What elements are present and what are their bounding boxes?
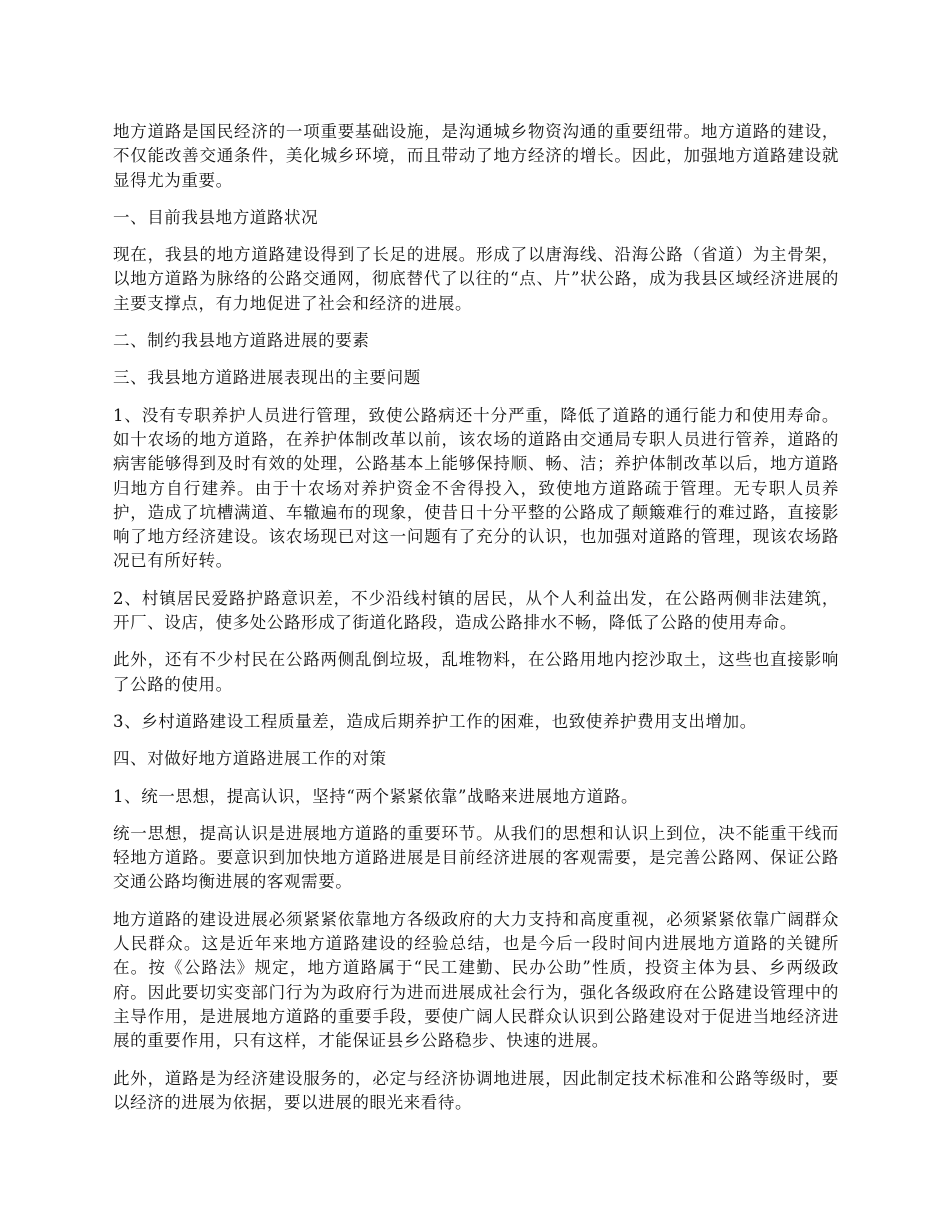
document-body	[113, 120, 839, 1128]
problem-paragraph-2: 2、村镇居民爱路护路意识差，不少沿线村镇的居民，从个人利益出发，在公路两侧非法建筑，开厂、设店，使多处公路形成了街道化路段，造成公路排水不畅，降低了公路的使用寿命。	[113, 588, 839, 633]
status-paragraph: 现在，我县的地方道路建设得到了长足的进展。形成了以唐海线、沿海公路（省道）为主骨架，以地方道路为脉络的公路交通网，彻底替代了以往的“点、片”状公路，成为我县区域经济进展的主要支撑点，有力地促进了社会和经济的进展。	[113, 245, 839, 313]
section-heading-problems: 三、我县地方道路进展表现出的主要问题	[113, 368, 421, 388]
section-heading-current-status: 一、目前我县地方道路状况	[113, 207, 319, 227]
countermeasure-paragraph-3: 地方道路的建设进展必须紧紧依靠地方各级政府的大力支持和高度重视，必须紧紧依靠广阔群众人民群众。这是近年来地方道路建设的经验总结，也是今后一段时间内进展地方道路的关键所在。按《公路法》规定，地方道路属于“民工建勤、民办公助”性质，投资主体为县、乡两级政府。因此要切实变部门行为为政府行为进而进展成社会行为，强化各级政府在公路建设管理中的主导作用，是进展地方道路的重要手段，要使广阔人民群众认识到公路建设对于促进当地经济进展的重要作用，只有这样，才能保证县乡公路稳步、快速的进展。	[113, 909, 839, 1051]
countermeasure-paragraph-2: 统一思想，提高认识是进展地方道路的重要环节。从我们的思想和认识上到位，决不能重干线而轻地方道路。要意识到加快地方道路进展是目前经济进展的客观需要，是完善公路网、保证公路交通公路均衡进展的客观需要。	[113, 823, 839, 892]
section-heading-countermeasures: 四、对做好地方道路进展工作的对策	[113, 749, 387, 769]
countermeasure-paragraph-1: 1、统一思想，提高认识，坚持“两个紧紧依靠”战略来进展地方道路。	[113, 786, 639, 806]
problem-paragraph-3: 3、乡村道路建设工程质量差，造成后期养护工作的困难，也致使养护费用支出增加。	[113, 711, 757, 731]
problem-paragraph-2-extra: 此外，还有不少村民在公路两侧乱倒垃圾，乱堆物料，在公路用地内挖沙取土，这些也直接影响了公路的使用。	[113, 650, 839, 694]
section-heading-constraints: 二、制约我县地方道路进展的要素	[113, 331, 370, 351]
intro-paragraph: 地方道路是国民经济的一项重要基础设施，是沟通城乡物资沟通的重要纽带。地方道路的建设，不仅能改善交通条件，美化城乡环境，而且带动了地方经济的增长。因此，加强地方道路建设就显得尤为重要。	[113, 122, 839, 190]
problem-paragraph-1: 1、没有专职养护人员进行管理，致使公路病还十分严重，降低了道路的通行能力和使用寿命。如十农场的地方道路，在养护体制改革以前，该农场的道路由交通局专职人员进行管养，道路的病害能够得到及时有效的处理，公路基本上能够保持顺、畅、洁；养护体制改革以后，地方道路归地方自行建养。由于十农场对养护资金不舍得投入，致使地方道路疏于管理。无专职人员养护，造成了坑槽满道、车辙遍布的现象，使昔日十分平整的公路成了颠簸难行的难过路，直接影响了地方经济建设。该农场现已对这一问题有了充分的认识，也加强对道路的管理，现该农场路况已有所好转。	[113, 405, 839, 571]
countermeasure-paragraph-4: 此外，道路是为经济建设服务的，必定与经济协调地进展，因此制定技术标准和公路等级时，要以经济的进展为依据，要以进展的眼光来看待。	[113, 1068, 839, 1112]
